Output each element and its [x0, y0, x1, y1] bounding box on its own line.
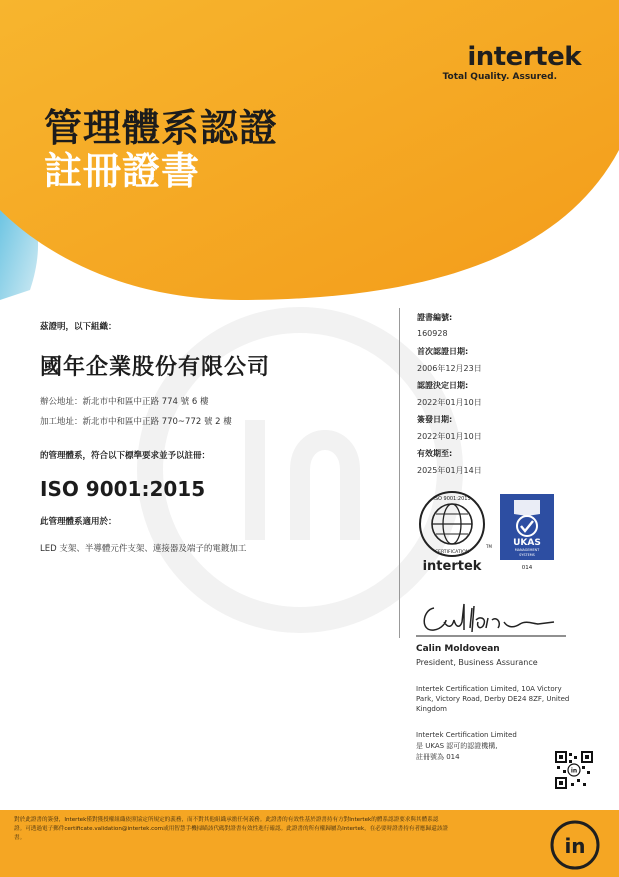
meta-item — [417, 380, 597, 414]
footer-line: 對於此證書的簽發，Intertek僅對獲授權組織依照協定所規定的義務，而不對其他組織承擔任何義務。此證書的有效性基於證書持有方對Intertek的體系認證要求與其體系認 — [14, 817, 439, 823]
meta-label: 認證決定日期: — [417, 381, 469, 390]
certificate-title: 管理體系認證 — [44, 106, 279, 150]
meta-item — [417, 414, 597, 448]
meta-item — [417, 448, 597, 482]
ukas-sub-2: SYSTEMS — [519, 553, 535, 557]
ukas-number: 014 — [521, 565, 533, 571]
factory-address: 加工地址：新北市中和區中正路 770~772 號 2 樓 — [40, 417, 232, 427]
intertek-round-logo — [546, 818, 604, 872]
meta-label: 證書編號: — [417, 313, 453, 322]
intertek-iso-seal — [420, 492, 492, 574]
meta-label: 有效期至: — [417, 449, 453, 458]
ukas-text: UKAS — [513, 538, 541, 548]
watermark-letters — [255, 420, 350, 540]
scope-text: LED 支架、半導體元件支架、連接器及端子的電鍍加工 — [40, 544, 247, 554]
standard-name: ISO 9001:2015 — [40, 477, 206, 501]
issuer-address-line: Kingdom — [416, 705, 447, 713]
meta-value: 2006年12月23日 — [417, 364, 482, 373]
meta-value: 2022年01月10日 — [417, 398, 482, 407]
round-logo-text: in — [564, 834, 586, 858]
intro-text: 茲證明，以下組織： — [40, 322, 117, 332]
qr-code[interactable] — [555, 751, 593, 789]
accreditation-statement — [416, 730, 546, 763]
certification-marks — [414, 488, 614, 576]
meta-value: 2025年01月14日 — [417, 466, 482, 475]
seal-bottom-text: CERTIFICATION — [434, 550, 470, 555]
meta-value: 2022年01月10日 — [417, 432, 482, 441]
ukas-sub-1: MANAGEMENT — [514, 548, 540, 552]
issuer-address — [416, 684, 596, 714]
signatory-title: President, Business Assurance — [416, 658, 538, 667]
ukas-mark — [500, 494, 554, 571]
scope-heading: 此管理體系適用於： — [40, 517, 117, 527]
intertek-logo: intertek — [467, 42, 581, 72]
seal-brand-text: intertek — [422, 559, 482, 574]
footer-disclaimer — [14, 816, 534, 843]
meta-label: 首次認證日期: — [417, 347, 469, 356]
meta-item — [417, 312, 597, 346]
logo-tagline: Total Quality. Assured. — [442, 72, 557, 82]
accreditation-line: 註冊號為 014 — [416, 753, 460, 761]
seal-top-text: ISO 9001:2015 — [433, 496, 471, 502]
company-name: 國年企業股份有限公司 — [40, 355, 271, 380]
meta-value: 160928 — [417, 329, 448, 338]
certificate-subtitle: 註冊證書 — [44, 149, 201, 193]
issuer-address-line: Park, Victory Road, Derby DE24 8ZF, United — [416, 695, 570, 703]
issuer-address-line: Intertek Certification Limited, 10A Victory — [416, 685, 562, 693]
footer-line: 書。 — [14, 835, 26, 841]
footer-line: 證。可透過電子郵件certificate.validation@intertek.com或用智慧手機掃瞄該代碼對證書有效性進行確認。此證書的所有權歸屬為Intertek，在必要時證書持有者應歸還該證 — [14, 826, 449, 832]
trademark-text: TM — [486, 544, 492, 549]
office-address: 辦公地址：新北市中和區中正路 774 號 6 樓 — [40, 397, 209, 407]
signatory-name: Calin Moldovean — [416, 644, 500, 654]
signature — [416, 598, 566, 640]
certificate-meta — [417, 312, 597, 482]
meta-item — [417, 346, 597, 380]
meta-label: 簽發日期: — [417, 415, 453, 424]
conformity-statement: 的管理體系，符合以下標準要求並予以註冊： — [40, 451, 211, 461]
accreditation-line: 是 UKAS 認可的認證機構, — [416, 742, 498, 750]
column-divider — [399, 308, 400, 638]
accreditation-line: Intertek Certification Limited — [416, 731, 517, 739]
qr-center-logo: in — [570, 767, 578, 775]
